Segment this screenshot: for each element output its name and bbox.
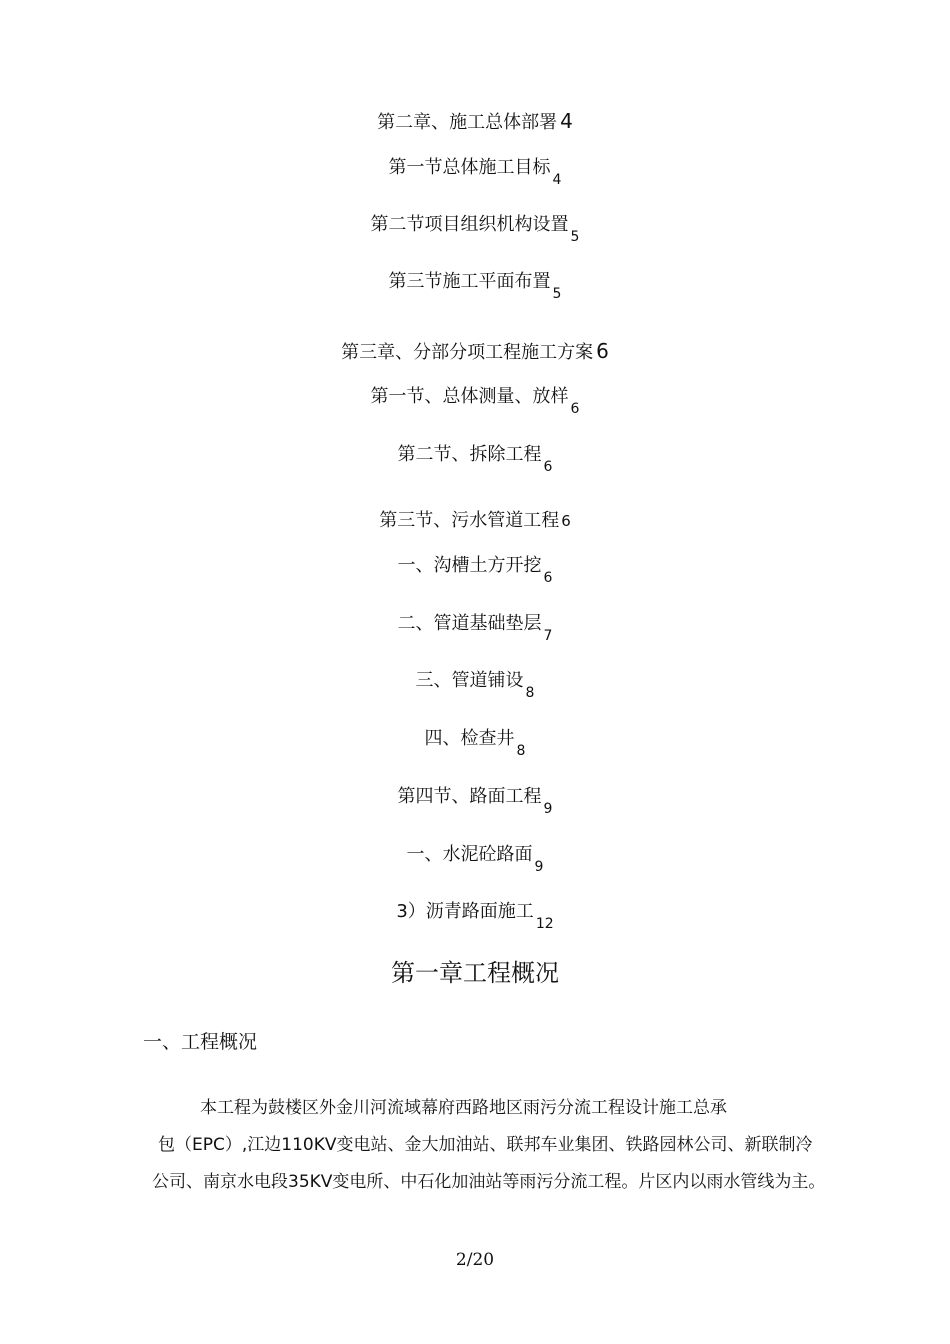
toc-page-number: 7 — [543, 628, 553, 644]
toc-page-number: 9 — [543, 801, 553, 817]
chapter-heading: 第一章工程概况 — [391, 959, 559, 987]
toc-page-number: 8 — [525, 685, 535, 701]
toc-entry[interactable] — [0, 785, 950, 817]
toc-entry[interactable] — [0, 843, 950, 875]
toc-page-number: 12 — [535, 916, 554, 932]
toc-title: 一、水泥砼路面 — [406, 844, 533, 865]
toc-page-number: 6 — [561, 512, 571, 530]
toc-entry[interactable] — [0, 612, 950, 644]
toc-title: 第一节总体施工目标 — [388, 157, 551, 178]
toc-entry[interactable] — [0, 339, 950, 365]
toc-entry[interactable] — [0, 669, 950, 701]
toc-title: 第三节施工平面布置 — [388, 271, 551, 292]
toc-title: 第二节、拆除工程 — [397, 444, 542, 465]
toc-entry[interactable] — [0, 900, 950, 932]
toc-title: 一、沟槽土方开挖 — [397, 555, 542, 576]
toc-title: 四、检查井 — [424, 728, 515, 749]
toc-page-number: 6 — [543, 570, 553, 586]
toc-entry[interactable] — [0, 270, 950, 302]
toc-title: 第二章、施工总体部署 — [377, 112, 558, 133]
toc-title: 第三节、污水管道工程 — [379, 510, 560, 531]
toc-entry[interactable] — [0, 213, 950, 245]
toc-title: 二、管道基础垫层 — [397, 613, 542, 634]
toc-page-number: 4 — [560, 109, 573, 133]
toc-page-number: 9 — [534, 859, 544, 875]
section-heading: 一、工程概况 — [143, 1031, 258, 1053]
toc-page-number: 5 — [570, 229, 580, 245]
toc-entry[interactable] — [0, 509, 950, 533]
toc-page-number: 4 — [552, 172, 562, 188]
paragraph-line: 包（EPC）,江边110KV变电站、金大加油站、联邦车业集团、铁路园林公司、新联制冷 — [158, 1135, 813, 1155]
toc-entry[interactable] — [0, 385, 950, 417]
toc-title: 第三章、分部分项工程施工方案 — [341, 342, 594, 363]
toc-entry[interactable] — [0, 156, 950, 188]
toc-page-number: 6 — [543, 459, 553, 475]
page-number: 2/20 — [455, 1250, 495, 1270]
paragraph-line: 公司、南京水电段35KV变电所、中石化加油站等雨污分流工程。片区内以雨水管线为主。 — [152, 1172, 826, 1192]
toc-entry[interactable] — [0, 109, 950, 135]
toc-entry[interactable] — [0, 554, 950, 586]
toc-title: 3）沥青路面施工 — [396, 901, 534, 922]
toc-page-number: 6 — [570, 401, 580, 417]
toc-entry[interactable] — [0, 443, 950, 475]
paragraph-line: 本工程为鼓楼区外金川河流域幕府西路地区雨污分流工程设计施工总承 — [200, 1098, 727, 1118]
toc-title: 三、管道铺设 — [415, 670, 524, 691]
toc-title: 第四节、路面工程 — [397, 786, 542, 807]
toc-page-number: 8 — [516, 743, 526, 759]
toc-page-number: 5 — [552, 286, 562, 302]
toc-entry[interactable] — [0, 727, 950, 759]
toc-page-number: 6 — [596, 339, 609, 363]
toc-title: 第二节项目组织机构设置 — [370, 214, 569, 235]
toc-title: 第一节、总体测量、放样 — [370, 386, 569, 407]
